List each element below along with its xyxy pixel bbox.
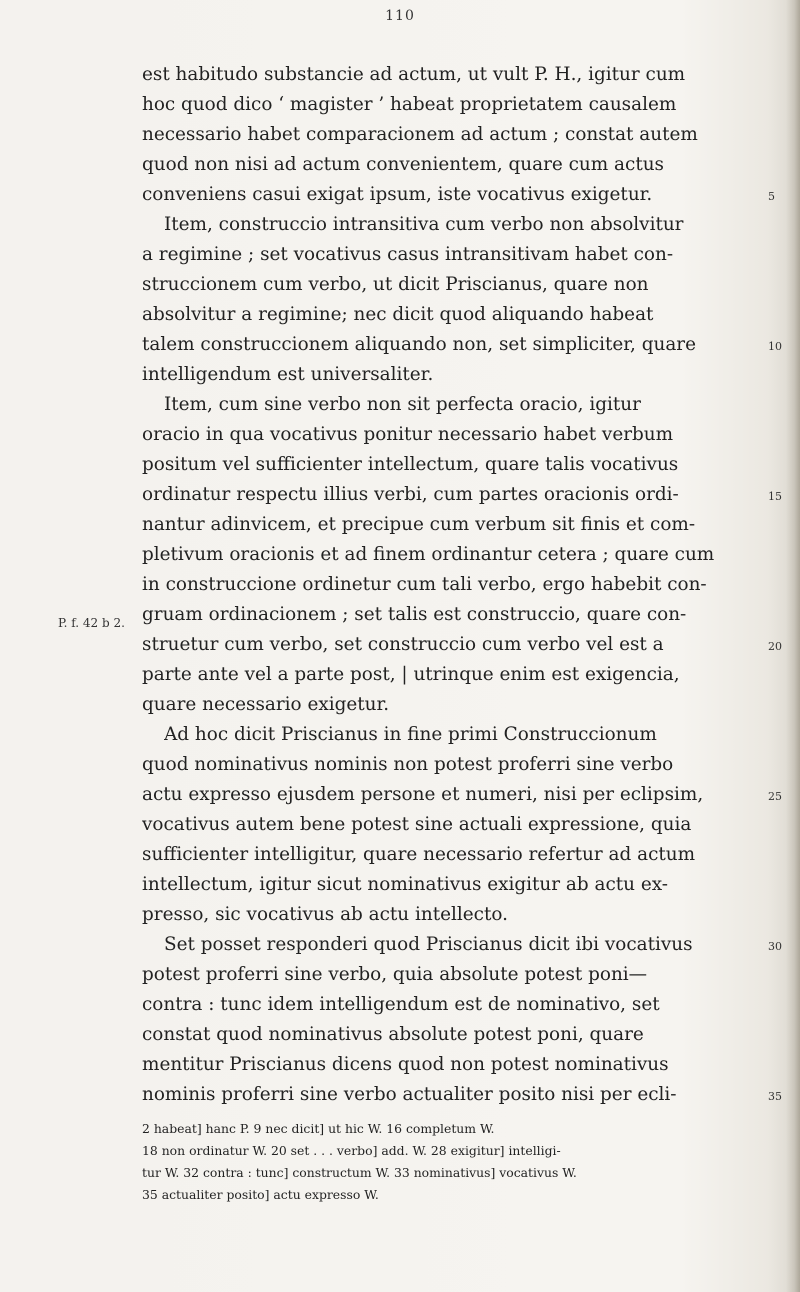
text-line: struccionem cum verbo, ut dicit Priscianus, quare non: [142, 274, 649, 295]
text-line: struetur cum verbo, set construccio cum verbo vel est a: [142, 634, 664, 655]
text-line: Item, cum sine verbo non sit perfecta oracio, igitur: [164, 394, 641, 415]
text-line: oracio in qua vocativus ponitur necessario habet verbum: [142, 424, 674, 445]
text-line: Set posset responderi quod Priscianus dicit ibi vocativus: [164, 934, 693, 955]
text-line: a regimine ; set vocativus casus intransitivam habet con-: [142, 244, 674, 265]
text-line: est habitudo substancie ad actum, ut vult P. H., igitur cum: [142, 64, 686, 85]
text-line: intelligendum est universaliter.: [142, 364, 434, 385]
text-line: potest proferri sine verbo, quia absolute potest poni—: [142, 964, 648, 985]
line-number: 20: [768, 640, 782, 653]
text-line: nominis proferri sine verbo actualiter posito nisi per ecli-: [142, 1084, 677, 1105]
line-number: 5: [768, 190, 775, 203]
text-line: in construccione ordinetur cum tali verbo, ergo habebit con-: [142, 574, 707, 595]
line-number: 25: [768, 790, 782, 803]
line-number: 30: [768, 940, 782, 953]
text-line: positum vel sufficienter intellectum, quare talis vocativus: [142, 454, 679, 475]
footnote-line: tur W. 32 contra : tunc] constructum W. 33 nominativus] vocativus W.: [142, 1165, 577, 1180]
line-number: 10: [768, 340, 782, 353]
text-line: intellectum, igitur sicut nominativus exigitur ab actu ex-: [142, 874, 668, 895]
line-number: 35: [768, 1090, 782, 1103]
text-line: Item, construccio intransitiva cum verbo non absolvitur: [164, 214, 684, 235]
text-line: quod non nisi ad actum convenientem, quare cum actus: [142, 154, 664, 175]
footnote-line: 2 habeat] hanc P. 9 nec dicit] ut hic W. 16 completum W.: [142, 1121, 495, 1136]
page-edge-shadow: [786, 0, 800, 1292]
text-line: actu expresso ejusdem persone et numeri, nisi per eclipsim,: [142, 784, 704, 805]
margin-reference: P. f. 42 b 2.: [58, 616, 125, 630]
text-line: necessario habet comparacionem ad actum ; constat autem: [142, 124, 698, 145]
text-line: hoc quod dico ‘ magister ’ habeat proprietatem causalem: [142, 94, 677, 115]
text-line: mentitur Priscianus dicens quod non potest nominativus: [142, 1054, 669, 1075]
footnote-line: 18 non ordinatur W. 20 set . . . verbo] add. W. 28 exigitur] intelligi-: [142, 1143, 561, 1158]
text-line: parte ante vel a parte post, | utrinque enim est exigencia,: [142, 664, 680, 685]
text-line: quare necessario exigetur.: [142, 694, 390, 715]
text-line: talem construccionem aliquando non, set simpliciter, quare: [142, 334, 696, 355]
line-number: 15: [768, 490, 782, 503]
text-line: sufficienter intelligitur, quare necessario refertur ad actum: [142, 844, 696, 865]
text-line: vocativus autem bene potest sine actuali expressione, quia: [142, 814, 692, 835]
text-line: contra : tunc idem intelligendum est de nominativo, set: [142, 994, 660, 1015]
text-line: ordinatur respectu illius verbi, cum partes oracionis ordi-: [142, 484, 679, 505]
text-line: nantur adinvicem, et precipue cum verbum sit finis et com-: [142, 514, 696, 535]
text-line: constat quod nominativus absolute potest poni, quare: [142, 1024, 644, 1045]
footnote-line: 35 actualiter posito] actu expresso W.: [142, 1187, 379, 1202]
page-number: 110: [385, 8, 415, 24]
text-line: absolvitur a regimine; nec dicit quod aliquando habeat: [142, 304, 654, 325]
text-line: conveniens casui exigat ipsum, iste vocativus exigetur.: [142, 184, 653, 205]
text-line: quod nominativus nominis non potest proferri sine verbo: [142, 754, 674, 775]
text-line: presso, sic vocativus ab actu intellecto.: [142, 904, 508, 925]
text-line: Ad hoc dicit Priscianus in fine primi Construccionum: [164, 724, 657, 745]
text-line: pletivum oracionis et ad finem ordinantur cetera ; quare cum: [142, 544, 715, 565]
text-line: gruam ordinacionem ; set talis est construccio, quare con-: [142, 604, 687, 625]
